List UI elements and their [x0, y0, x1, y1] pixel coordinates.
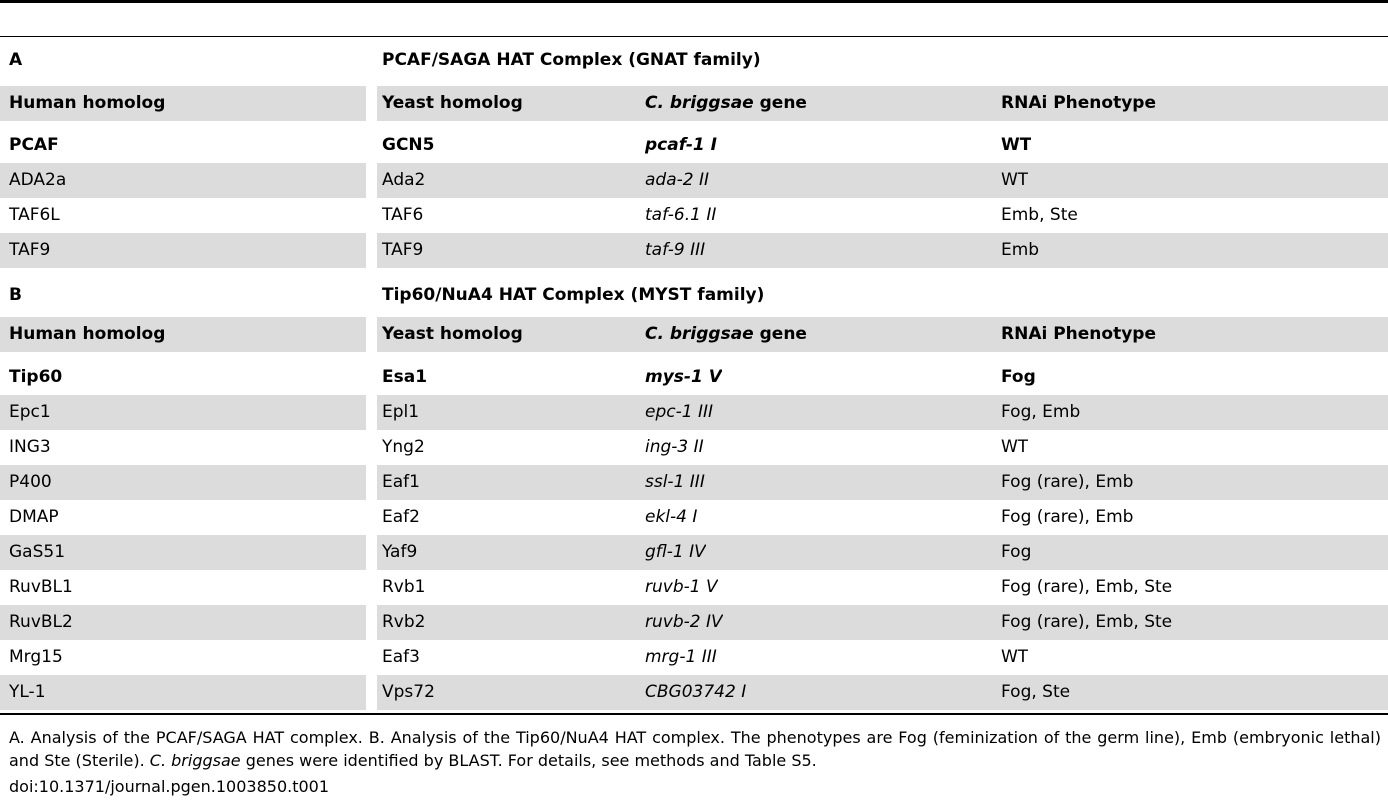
cell-rnai-phenotype: Fog (rare), Emb, Ste: [1001, 577, 1173, 597]
table-row: [0, 640, 1388, 675]
table-row: [0, 360, 1388, 395]
cell-briggsae-gene: CBG03742 I: [645, 682, 747, 702]
cell-briggsae-gene: ruvb-2 IV: [645, 612, 723, 632]
table-row: [0, 570, 1388, 605]
cell-human-homolog: TAF6L: [9, 205, 60, 225]
cell-human-homolog: Tip60: [9, 367, 63, 387]
cell-human-homolog: RuvBL1: [9, 577, 73, 597]
cell-rnai-phenotype: Fog: [1001, 542, 1032, 562]
table-footnote: A. Analysis of the PCAF/SAGA HAT complex. B. Analysis of the Tip60/NuA4 HAT complex. The phenotypes are Fog (feminization of the germ line), Emb (embryonic lethal) and Ste (Sterile). C. briggsae genes were identified by BLAST. For details, see methods and Table S5.: [9, 728, 1381, 770]
cell-yeast-homolog: Rvb2: [382, 612, 426, 632]
table-bottom-rule: [0, 713, 1388, 715]
section-a-letter: A: [9, 50, 23, 70]
cell-human-homolog: TAF9: [9, 240, 51, 260]
cell-briggsae-gene: epc-1 III: [645, 402, 713, 422]
cell-briggsae-gene: ekl-4 I: [645, 507, 698, 527]
cell-yeast-homolog: Eaf3: [382, 647, 420, 667]
section-a-title-row: [0, 43, 1388, 78]
cell-yeast-homolog: Yng2: [382, 437, 425, 457]
cell-yeast-homolog: Eaf1: [382, 472, 420, 492]
cell-briggsae-gene: ruvb-1 V: [645, 577, 718, 597]
cell-yeast-homolog: Yaf9: [382, 542, 418, 562]
cell-briggsae-gene: ada-2 II: [645, 170, 710, 190]
doi-text: doi:10.1371/journal.pgen.1003850.t001: [9, 777, 330, 796]
section-b-letter: B: [9, 285, 22, 305]
table-row: [0, 605, 1388, 640]
table-top-rule: [0, 0, 1388, 3]
cell-yeast-homolog: TAF9: [382, 240, 424, 260]
section-b-title-row: [0, 278, 1388, 313]
section-b-header-row: [0, 317, 1388, 352]
table-row: [0, 395, 1388, 430]
column-header-phenotype: RNAi Phenotype: [1001, 93, 1157, 113]
cell-yeast-homolog: Vps72: [382, 682, 435, 702]
table-row: [0, 675, 1388, 710]
cell-human-homolog: PCAF: [9, 135, 59, 155]
column-header-human: Human homolog: [9, 324, 166, 344]
cell-human-homolog: DMAP: [9, 507, 59, 527]
cell-briggsae-gene: pcaf-1 I: [645, 135, 717, 155]
table-row: [0, 128, 1388, 163]
table-row: [0, 430, 1388, 465]
cell-briggsae-gene: taf-9 III: [645, 240, 706, 260]
column-header-yeast: Yeast homolog: [382, 93, 523, 113]
table-row: [0, 198, 1388, 233]
cell-rnai-phenotype: Emb, Ste: [1001, 205, 1078, 225]
cell-briggsae-gene: mrg-1 III: [645, 647, 717, 667]
column-header-yeast: Yeast homolog: [382, 324, 523, 344]
cell-yeast-homolog: Ada2: [382, 170, 426, 190]
cell-rnai-phenotype: Fog, Emb: [1001, 402, 1081, 422]
cell-human-homolog: Mrg15: [9, 647, 63, 667]
section-a-title: PCAF/SAGA HAT Complex (GNAT family): [382, 50, 761, 70]
cell-yeast-homolog: Esa1: [382, 367, 428, 387]
cell-yeast-homolog: TAF6: [382, 205, 424, 225]
cell-rnai-phenotype: WT: [1001, 647, 1029, 667]
cell-human-homolog: P400: [9, 472, 52, 492]
cell-yeast-homolog: Epl1: [382, 402, 420, 422]
cell-briggsae-gene: ing-3 II: [645, 437, 704, 457]
table-row: [0, 233, 1388, 268]
cell-briggsae-gene: taf-6.1 II: [645, 205, 717, 225]
table-row: [0, 535, 1388, 570]
section-a-header-row: [0, 86, 1388, 121]
section-b-title: Tip60/NuA4 HAT Complex (MYST family): [382, 285, 765, 305]
column-header-gene: C. briggsae gene: [645, 93, 807, 113]
cell-briggsae-gene: ssl-1 III: [645, 472, 705, 492]
column-header-gene: C. briggsae gene: [645, 324, 807, 344]
cell-rnai-phenotype: WT: [1001, 170, 1029, 190]
cell-rnai-phenotype: Fog (rare), Emb, Ste: [1001, 612, 1173, 632]
cell-human-homolog: Epc1: [9, 402, 51, 422]
cell-rnai-phenotype: Emb: [1001, 240, 1040, 260]
cell-human-homolog: ING3: [9, 437, 51, 457]
cell-yeast-homolog: Eaf2: [382, 507, 420, 527]
cell-rnai-phenotype: WT: [1001, 135, 1032, 155]
column-header-phenotype: RNAi Phenotype: [1001, 324, 1157, 344]
cell-rnai-phenotype: WT: [1001, 437, 1029, 457]
cell-rnai-phenotype: Fog (rare), Emb: [1001, 507, 1134, 527]
cell-human-homolog: GaS51: [9, 542, 66, 562]
cell-human-homolog: ADA2a: [9, 170, 67, 190]
column-header-human: Human homolog: [9, 93, 166, 113]
table-row: [0, 465, 1388, 500]
cell-rnai-phenotype: Fog (rare), Emb: [1001, 472, 1134, 492]
cell-rnai-phenotype: Fog, Ste: [1001, 682, 1071, 702]
table-header-rule: [0, 36, 1388, 37]
cell-briggsae-gene: gfl-1 IV: [645, 542, 706, 562]
cell-briggsae-gene: mys-1 V: [645, 367, 722, 387]
table-row: [0, 500, 1388, 535]
cell-yeast-homolog: GCN5: [382, 135, 435, 155]
table-row: [0, 163, 1388, 198]
cell-human-homolog: YL-1: [9, 682, 46, 702]
cell-human-homolog: RuvBL2: [9, 612, 73, 632]
cell-rnai-phenotype: Fog: [1001, 367, 1036, 387]
cell-yeast-homolog: Rvb1: [382, 577, 426, 597]
